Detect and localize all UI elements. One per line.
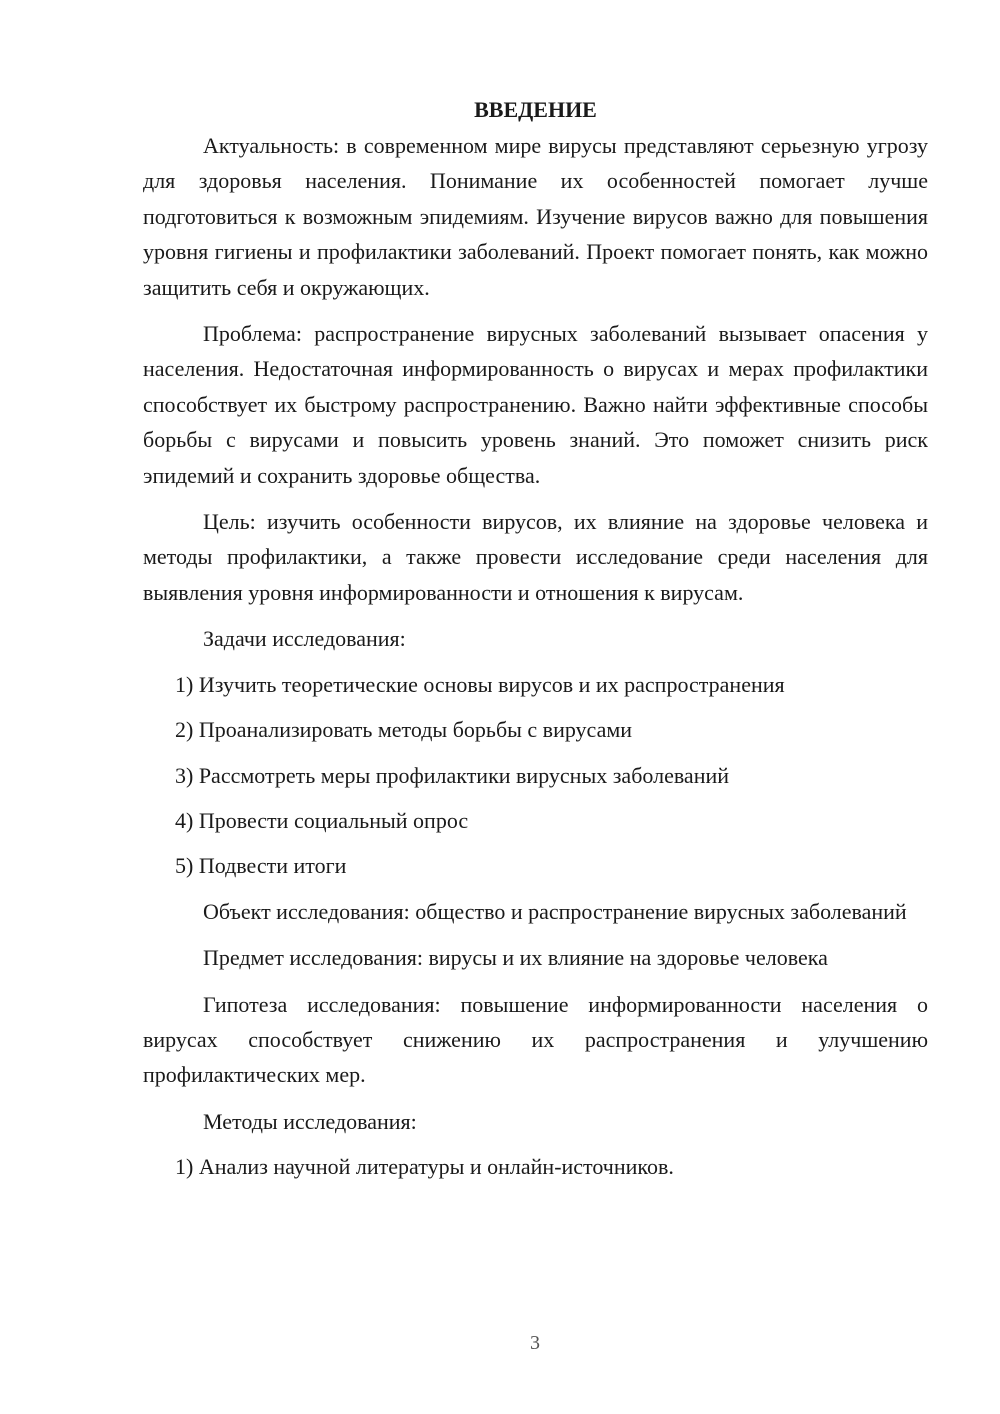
subject-paragraph: Предмет исследования: вирусы и их влияние на здоровье человека xyxy=(203,945,828,971)
task-item: 5) Подвести итоги xyxy=(175,853,347,879)
task-item: 1) Изучить теоретические основы вирусов и их распространения xyxy=(175,671,785,697)
task-item: 4) Провести социальный опрос xyxy=(175,807,469,833)
relevance-paragraph: Актуальность: в современном мире вирусы представляют серьезную угрозу для здоровья населения. Понимание их особенностей помогает лучше подготовиться к возможным эпидемиям. Изучение вирусов важно для повышения уровня гигиены и профилактики заболеваний. Проект помогает понять, как можно защитить себя и окружающих. xyxy=(143,133,928,300)
goal-paragraph: Цель: изучить особенности вирусов, их влияние на здоровье человека и методы профилактики, а также провести исследование среди населения для выявления уровня информированности и отношения к вирусам. xyxy=(143,509,928,605)
page-number: 3 xyxy=(530,1332,540,1354)
task-item: 2) Проанализировать методы борьбы с вирусами xyxy=(175,717,633,743)
method-item: 1) Анализ научной литературы и онлайн-источников. xyxy=(175,1154,674,1180)
task-item: 3) Рассмотреть меры профилактики вирусных заболеваний xyxy=(175,762,730,788)
tasks-heading: Задачи исследования: xyxy=(203,626,406,652)
methods-heading: Методы исследования: xyxy=(203,1108,417,1134)
hypothesis-paragraph: Гипотеза исследования: повышение информированности населения о вирусах способствует снижению их распространения и улучшению профилактических мер. xyxy=(143,991,928,1088)
problem-paragraph: Проблема: распространение вирусных заболеваний вызывает опасения у населения. Недостаточная информированность о вирусах и мерах профилактики способствует их быстрому распространению. Важно найти эффективные способы борьбы с вирусами и повысить уровень знаний. Это поможет снизить риск эпидемий и сохранить здоровье общества. xyxy=(143,321,928,488)
object-paragraph: Объект исследования: общество и распространение вирусных заболеваний xyxy=(203,898,907,924)
page-title: ВВЕДЕНИЕ xyxy=(474,97,597,122)
document-page xyxy=(143,92,928,1185)
